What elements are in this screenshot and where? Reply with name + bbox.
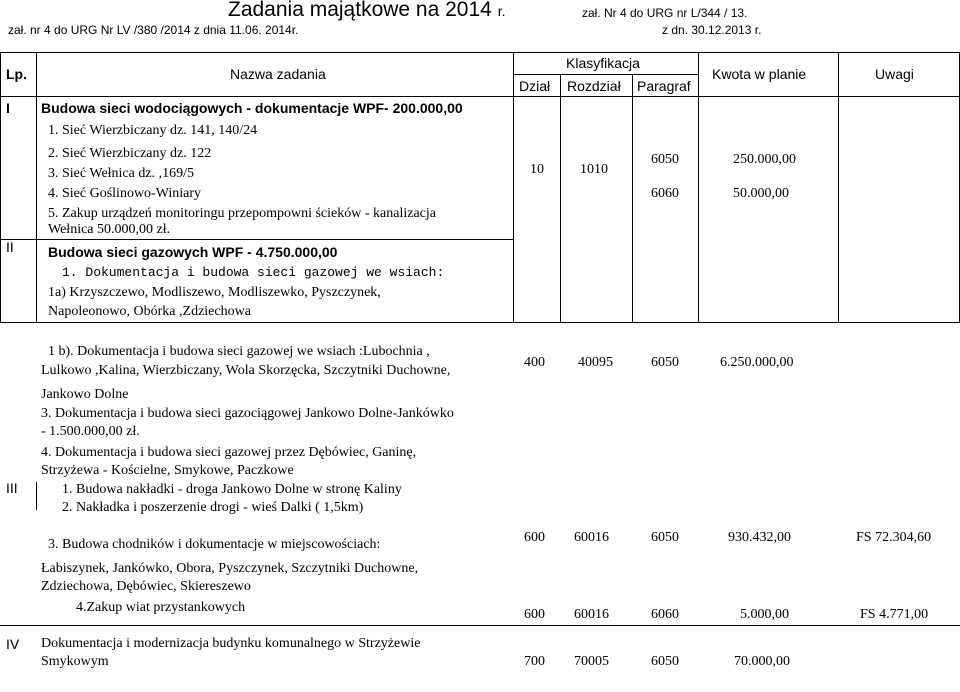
section-iii-paragraph: 6060 [651, 607, 679, 622]
section-iv-paragraph: 6050 [651, 654, 679, 669]
grid-line [513, 52, 514, 322]
section-iii-chapter: 60016 [574, 530, 609, 545]
continuation-division: 400 [524, 355, 545, 370]
right-reference-date: z dn. 30.12.2013 r. [662, 23, 762, 37]
section-iii-line: 1. Budowa nakładki - droga Jankowo Dolne w stronę Kaliny [62, 482, 402, 497]
grid-line [0, 96, 960, 97]
section-iv-line: Smykowym [41, 654, 109, 669]
grid-line [0, 625, 960, 626]
section-i-division: 10 [530, 162, 544, 177]
grid-line [0, 52, 960, 53]
section-iii-line: Zdziechowa, Dębówiec, Skiereszewo [41, 579, 251, 594]
section-iii-line: Łabiszynek, Jankówko, Obora, Pyszczynek, Szczytniki Duchowne, [41, 561, 419, 576]
section-i-amount: 50.000,00 [733, 186, 789, 201]
section-i-line: Wełnica 50.000,00 zł. [48, 222, 171, 237]
section-iii-number: III [6, 480, 18, 496]
section-iii-remarks: FS 4.771,00 [860, 607, 929, 622]
grid-line [36, 482, 37, 510]
section-i-title: Budowa sieci wodociągowych - dokumentacje WPF- 200.000,00 [41, 100, 463, 116]
section-ii-title: Budowa sieci gazowych WPF - 4.750.000,00 [48, 244, 338, 260]
section-iv-chapter: 70005 [574, 654, 609, 669]
section-iv-division: 700 [524, 654, 545, 669]
section-iii-division: 600 [524, 530, 545, 545]
header-lp: Lp. [6, 66, 27, 82]
section-i-line: 1. Sieć Wierzbiczany dz. 141, 140/24 [48, 123, 258, 138]
section-i-chapter: 1010 [580, 162, 608, 177]
grid-line [838, 52, 839, 322]
section-iii-chapter: 60016 [574, 607, 609, 622]
section-iii-line: 4.Zakup wiat przystankowych [76, 600, 246, 615]
header-division: Dział [519, 78, 551, 94]
section-iv-number: IV [6, 636, 20, 652]
section-i-line: 4. Sieć Goślinowo-Winiary [48, 186, 202, 201]
continuation-chapter: 40095 [578, 355, 613, 370]
section-iv-amount: 70.000,00 [734, 654, 790, 669]
continuation-line: 4. Dokumentacja i budowa sieci gazowej przez Dębówiec, Ganinę, [41, 445, 417, 460]
header-task-name: Nazwa zadania [230, 66, 326, 82]
header-remarks: Uwagi [875, 66, 914, 82]
grid-line [632, 74, 633, 322]
section-ii-line: 1a) Krzyszczewo, Modliszewo, Modliszewko, Pyszczynek, [48, 285, 381, 300]
continuation-line: Strzyżewa - Kościelne, Smykowe, Paczkowe [41, 463, 294, 478]
continuation-line: 3. Dokumentacja i budowa sieci gazociągowej Jankowo Dolne-Jankówko [41, 406, 454, 421]
section-iii-line: 3. Budowa chodników i dokumentacje w miejscowościach: [48, 537, 381, 552]
page-title: Zadania majątkowe na 2014 r. [228, 0, 506, 21]
section-i-paragraph: 6060 [651, 186, 679, 201]
header-paragraph: Paragraf [637, 78, 691, 94]
section-i-number: I [6, 100, 10, 116]
section-iv-line: Dokumentacja i modernizacja budynku komunalnego w Strzyżewie [41, 636, 421, 651]
section-iii-amount: 5.000,00 [740, 607, 789, 622]
continuation-paragraph: 6050 [651, 355, 679, 370]
grid-line [36, 52, 37, 322]
continuation-line: Lulkowo ,Kalina, Wierzbiczany, Wola Skorzęcka, Szczytniki Duchowne, [41, 363, 451, 378]
section-iii-line: 2. Nakładka i poszerzenie drogi - wieś Dalki ( 1,5km) [62, 500, 364, 515]
continuation-line: Jankowo Dolne [41, 387, 129, 402]
section-i-line: 3. Sieć Wełnica dz. ,169/5 [48, 166, 194, 181]
section-ii-number: II [6, 239, 14, 255]
continuation-line: - 1.500.000,00 zł. [41, 424, 140, 439]
header-classification: Klasyfikacja [566, 55, 640, 71]
section-i-line: 2. Sieć Wierzbiczany dz. 122 [48, 146, 212, 161]
left-reference-note: zał. nr 4 do URG Nr LV /380 /2014 z dnia 11.06. 2014r. [8, 23, 299, 37]
continuation-amount: 6.250.000,00 [720, 355, 794, 370]
section-iii-division: 600 [524, 607, 545, 622]
section-iii-amount: 930.432,00 [728, 530, 791, 545]
continuation-line: 1 b). Dokumentacja i budowa sieci gazowej we wsiach :Lubochnia , [48, 344, 430, 359]
grid-line [0, 52, 1, 322]
section-ii-line: 1. Dokumentacja i budowa sieci gazowej we wsiach: [62, 265, 445, 280]
section-i-paragraph: 6050 [651, 152, 679, 167]
header-chapter: Rozdział [567, 78, 621, 94]
right-reference-note: zał. Nr 4 do URG nr L/344 / 13. [582, 6, 748, 20]
grid-line [0, 239, 513, 240]
grid-line [513, 74, 698, 75]
section-iii-paragraph: 6050 [651, 530, 679, 545]
header-amount: Kwota w planie [712, 66, 807, 82]
section-ii-line: Napoleonowo, Obórka ,Zdziechowa [48, 304, 251, 319]
section-iii-remarks: FS 72.304,60 [856, 530, 932, 545]
grid-line [560, 74, 561, 322]
section-i-line: 5. Zakup urządzeń monitoringu przepompowni ścieków - kanalizacja [48, 206, 436, 221]
section-i-amount: 250.000,00 [733, 152, 796, 167]
grid-line [0, 322, 960, 323]
grid-line [698, 52, 699, 322]
